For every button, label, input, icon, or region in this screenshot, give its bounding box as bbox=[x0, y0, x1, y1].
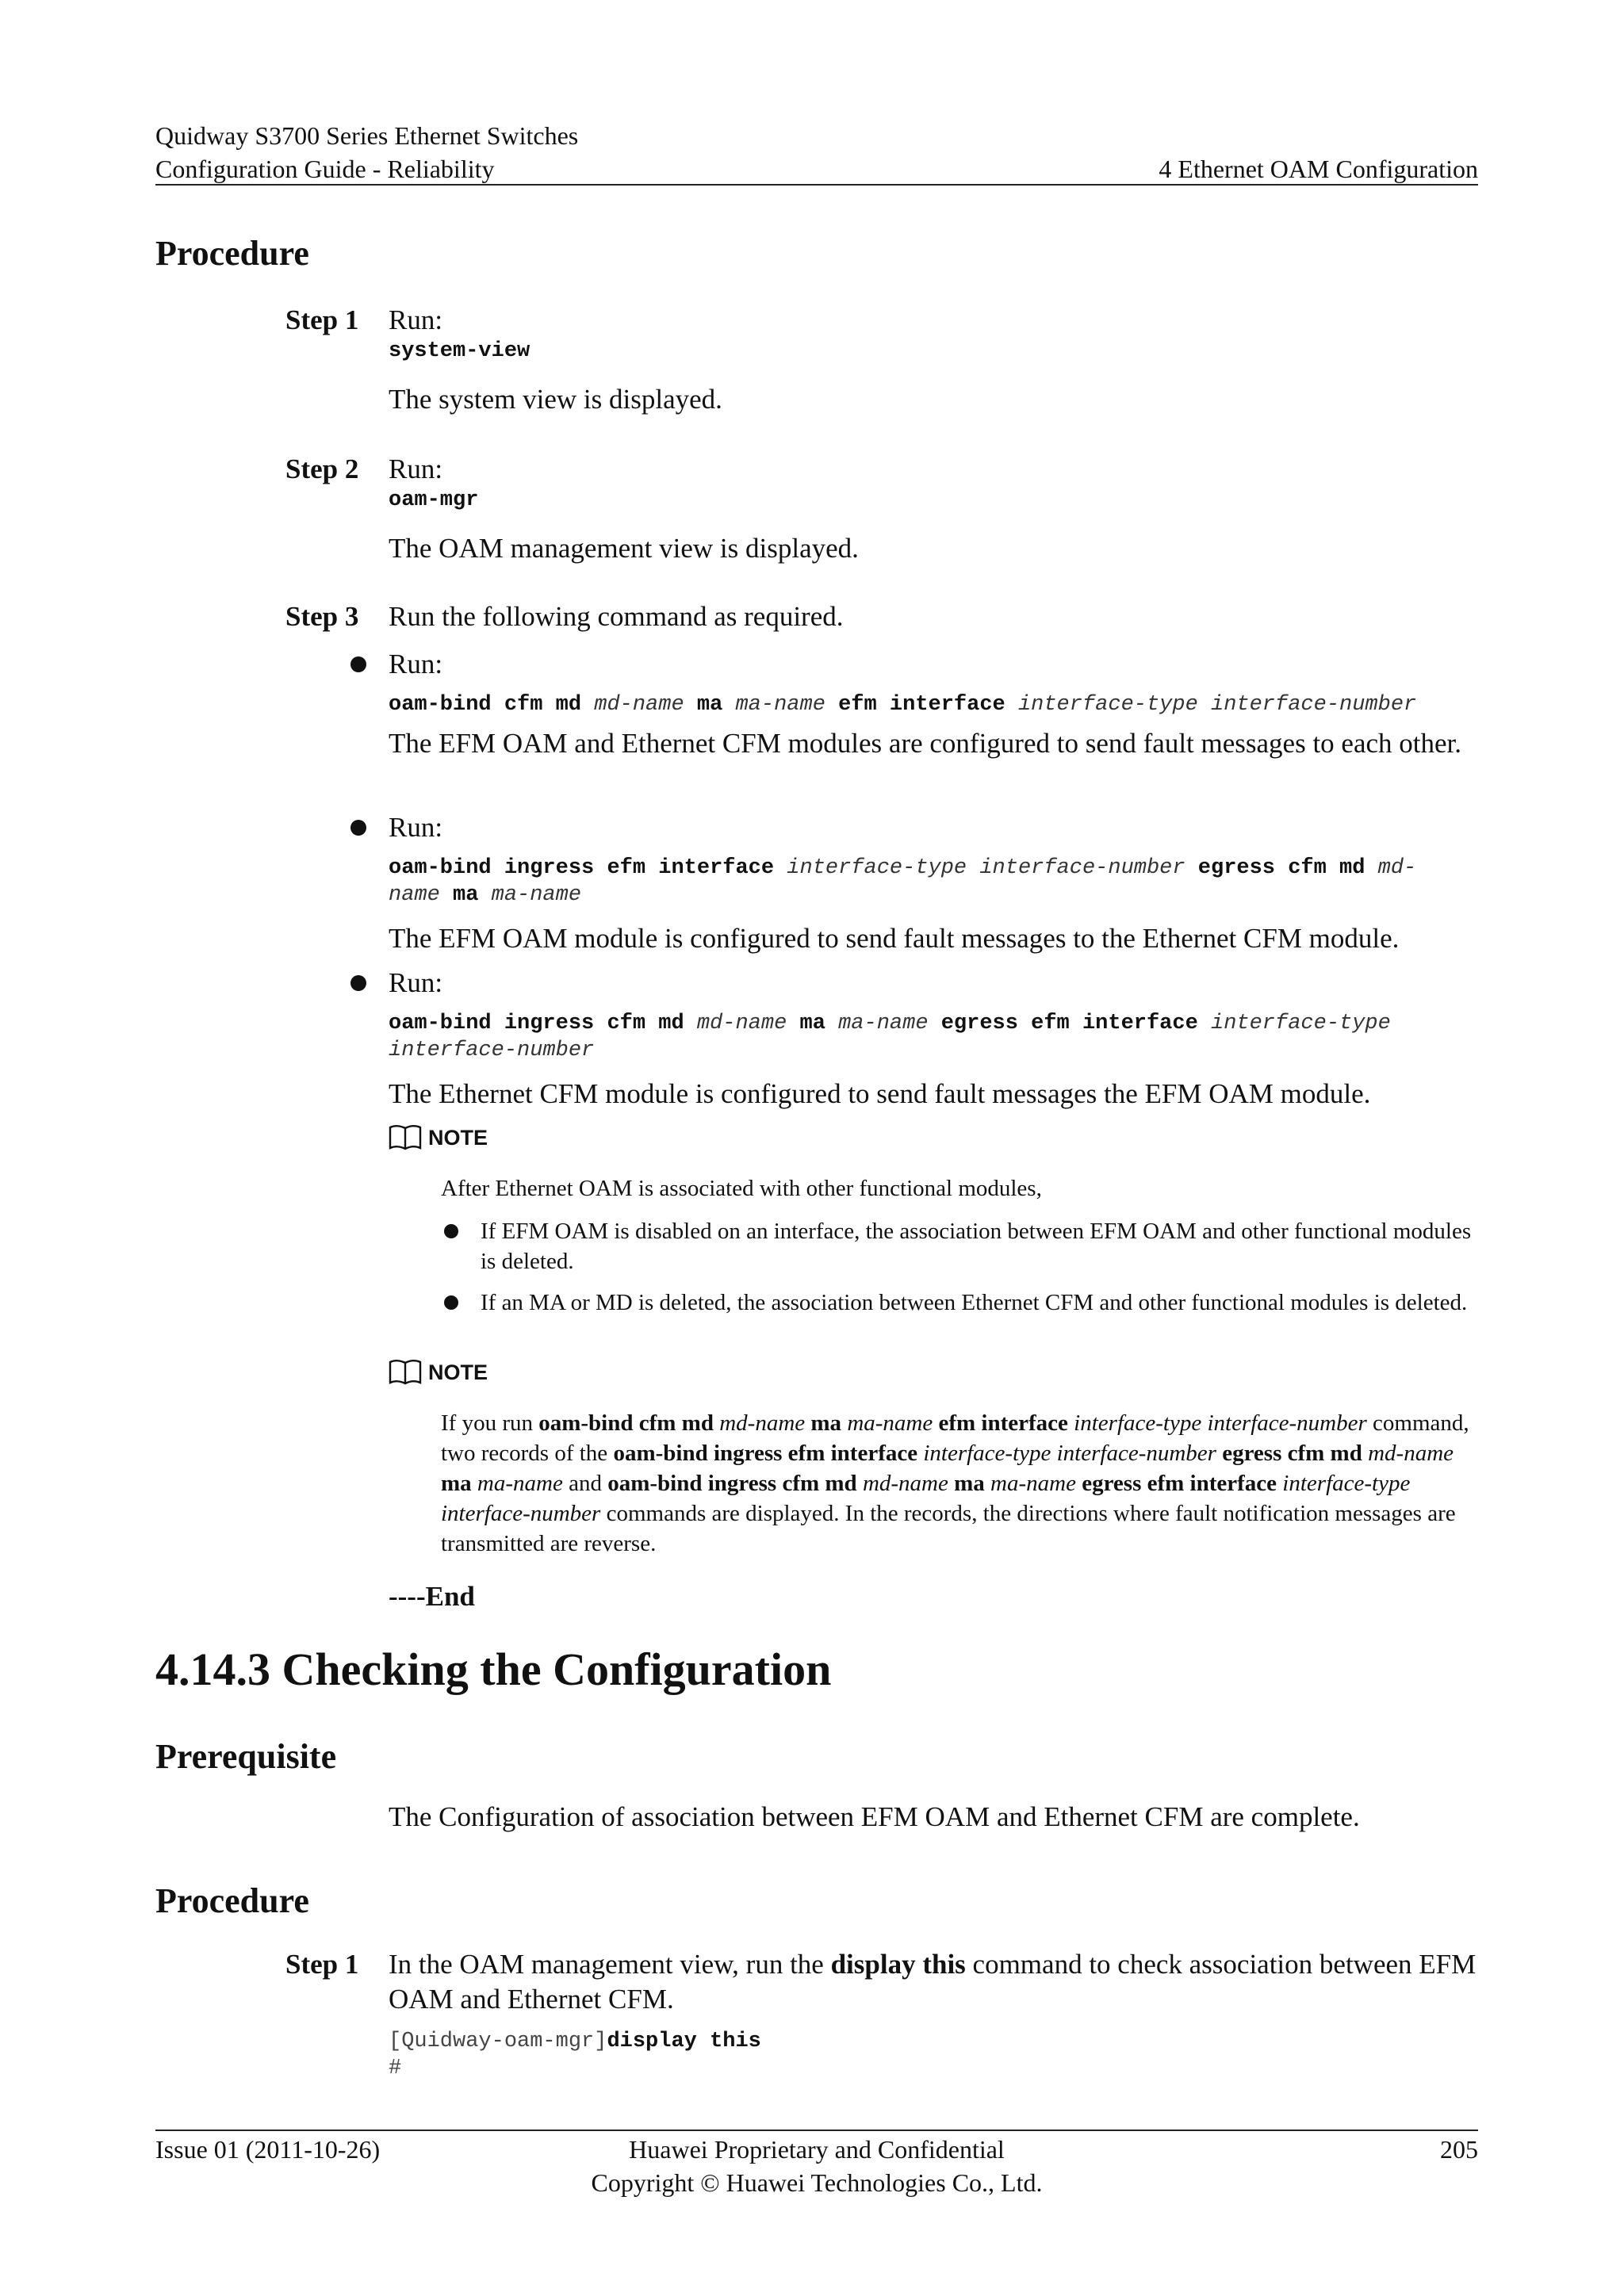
cmd-keyword: ingress bbox=[504, 1012, 595, 1035]
note-text-italic: md-name bbox=[862, 1471, 948, 1496]
footer-confidential bbox=[155, 2133, 1478, 2199]
cmd-parameter: interface-type bbox=[787, 856, 967, 880]
note-text-italic: ma-name bbox=[847, 1410, 933, 1436]
cmd-parameter: interface-type bbox=[1211, 1012, 1391, 1035]
option-1-description: The EFM OAM and Ethernet CFM modules are configured to send fault messages to each other. bbox=[389, 728, 1462, 759]
step-2-description: The OAM management view is displayed. bbox=[389, 533, 859, 564]
note-text-bold: oam-bind ingress cfm md bbox=[607, 1471, 857, 1496]
cmd-keyword: egress bbox=[1197, 856, 1276, 880]
bullet-icon bbox=[444, 1295, 458, 1310]
note-text-italic: interface-type interface-number bbox=[923, 1441, 1216, 1466]
note-text-italic: interface-type interface-number bbox=[441, 1471, 1411, 1526]
step-1-command: system-view bbox=[389, 339, 530, 363]
note-text-bold: efm interface bbox=[938, 1410, 1068, 1436]
prerequisite-heading: Prerequisite bbox=[155, 1737, 337, 1776]
cli-command: display this bbox=[607, 2030, 761, 2053]
cmd-keyword: ma bbox=[696, 693, 723, 717]
note-text-bold: ma bbox=[954, 1471, 985, 1496]
cmd-parameter: md- bbox=[1377, 856, 1417, 880]
cmd-keyword: oam-bind bbox=[389, 856, 492, 880]
cmd-keyword: efm bbox=[607, 856, 646, 880]
cmd-keyword: interface bbox=[889, 693, 1005, 717]
cmd-keyword: cfm bbox=[504, 693, 543, 717]
note-1-item-1 bbox=[481, 1216, 1480, 1276]
cmd-keyword: efm bbox=[838, 693, 877, 717]
cmd-keyword: egress bbox=[940, 1012, 1018, 1035]
option-1-command bbox=[389, 691, 1483, 718]
cmd-parameter: md-name bbox=[594, 693, 684, 717]
cmd-keyword: cfm bbox=[1288, 856, 1327, 880]
cmd-keyword: oam-bind bbox=[389, 1012, 492, 1035]
note-text-bold: ma bbox=[810, 1410, 842, 1436]
note-text-bold: oam-bind cfm md bbox=[538, 1410, 714, 1436]
text-bold: display this bbox=[830, 1949, 966, 1980]
cmd-parameter: ma-name bbox=[735, 693, 825, 717]
cmd-keyword: md bbox=[1339, 856, 1365, 880]
note-2-label bbox=[389, 1359, 488, 1386]
cmd-keyword: ingress bbox=[504, 856, 595, 880]
cmd-keyword: efm bbox=[1031, 1012, 1070, 1035]
cmd-parameter: ma-name bbox=[838, 1012, 929, 1035]
step-3-option-1 bbox=[389, 647, 1483, 761]
note-text-italic: interface-type interface-number bbox=[1074, 1410, 1367, 1436]
note-1-item-2-text: If an MA or MD is deleted, the association between Ethernet CFM and other functional modules is deleted. bbox=[481, 1290, 1468, 1315]
note-1-label bbox=[389, 1124, 488, 1151]
header-product: Quidway S3700 Series Ethernet Switches bbox=[155, 121, 579, 150]
note-1-intro: After Ethernet OAM is associated with other functional modules, bbox=[441, 1176, 1042, 1201]
step-3-intro: Run the following command as required. bbox=[389, 601, 844, 632]
bullet-icon bbox=[444, 1224, 458, 1238]
cmd-keyword: md bbox=[658, 1012, 684, 1035]
option-2-run: Run: bbox=[389, 812, 443, 843]
note-1-title: NOTE bbox=[428, 1125, 488, 1150]
footer-line-1: Huawei Proprietary and Confidential bbox=[629, 2135, 1005, 2164]
option-3-run: Run: bbox=[389, 967, 443, 998]
step-1-description: The system view is displayed. bbox=[389, 384, 722, 415]
cmd-keyword: oam-bind bbox=[389, 693, 492, 717]
footer-line-2: Copyright © Huawei Technologies Co., Ltd. bbox=[591, 2168, 1043, 2197]
text-run: In the OAM management view, run the bbox=[389, 1949, 831, 1980]
header-divider bbox=[155, 184, 1478, 186]
bullet-icon bbox=[350, 820, 366, 836]
step-1-label: Step 1 bbox=[285, 304, 359, 335]
check-step-1-label: Step 1 bbox=[285, 1949, 359, 1980]
check-step-1-output: # bbox=[389, 2057, 402, 2080]
bullet-icon bbox=[350, 975, 366, 991]
option-2-description: The EFM OAM module is configured to send fault messages to the Ethernet CFM module. bbox=[389, 923, 1400, 954]
footer-page-number: 205 bbox=[1440, 2135, 1478, 2164]
note-2-title: NOTE bbox=[428, 1360, 488, 1384]
text-run: command to check association between EFM OAM and Ethernet CFM. bbox=[389, 1949, 1477, 2015]
note-text-bold: egress efm interface bbox=[1082, 1471, 1277, 1496]
cli-prompt: [Quidway-oam-mgr] bbox=[389, 2030, 607, 2053]
note-text-run: and bbox=[562, 1471, 608, 1496]
cmd-keyword: cfm bbox=[607, 1012, 646, 1035]
cmd-parameter: interface-number bbox=[389, 1039, 595, 1062]
header-guide: Configuration Guide - Reliability bbox=[155, 155, 495, 183]
cmd-parameter: interface-number bbox=[1211, 693, 1417, 717]
cmd-keyword: ma bbox=[799, 1012, 825, 1035]
note-text-italic: md-name bbox=[719, 1410, 806, 1436]
check-step-1-text bbox=[389, 1947, 1483, 2017]
note-text-run: commands are displayed. In the records, the directions where fault notification messages are transmitted are reverse. bbox=[441, 1501, 1456, 1556]
check-step-1-command bbox=[389, 2028, 1483, 2055]
cmd-keyword: ma bbox=[453, 883, 479, 907]
note-text-italic: ma-name bbox=[990, 1471, 1076, 1496]
procedure-end-marker: ----End bbox=[389, 1581, 475, 1612]
note-2-text bbox=[441, 1408, 1480, 1559]
note-text-run: If you run bbox=[441, 1410, 539, 1436]
cmd-parameter: md-name bbox=[696, 1012, 787, 1035]
section-title: 4.14.3 Checking the Configuration bbox=[155, 1644, 832, 1695]
prerequisite-text: The Configuration of association between EFM OAM and Ethernet CFM are complete. bbox=[389, 1801, 1360, 1832]
note-1-item-1-text: If EFM OAM is disabled on an interface, the association between EFM OAM and other functional modules is deleted. bbox=[481, 1219, 1472, 1274]
footer-issue: Issue 01 (2011-10-26) bbox=[155, 2135, 381, 2164]
step-3-option-3 bbox=[389, 966, 1483, 1112]
procedure-heading: Procedure bbox=[155, 234, 309, 273]
option-3-command bbox=[389, 1010, 1483, 1064]
cmd-parameter: name bbox=[389, 883, 440, 907]
note-text-italic: md-name bbox=[1368, 1441, 1454, 1466]
option-3-description: The Ethernet CFM module is configured to send fault messages the EFM OAM module. bbox=[389, 1078, 1371, 1109]
option-1-run: Run: bbox=[389, 649, 443, 679]
cmd-parameter: ma-name bbox=[491, 883, 582, 907]
note-text-bold: egress cfm md bbox=[1222, 1441, 1362, 1466]
step-2-run: Run: bbox=[389, 453, 443, 484]
note-text-bold: oam-bind ingress efm interface bbox=[613, 1441, 918, 1466]
step-3-label: Step 3 bbox=[285, 601, 359, 632]
cmd-parameter: interface-number bbox=[979, 856, 1185, 880]
option-2-command bbox=[389, 855, 1483, 909]
bullet-icon bbox=[350, 656, 366, 672]
book-icon bbox=[389, 1359, 422, 1386]
footer-divider bbox=[155, 2130, 1478, 2131]
cmd-keyword: interface bbox=[1082, 1012, 1198, 1035]
cmd-parameter: interface-type bbox=[1017, 693, 1198, 717]
note-text-italic: ma-name bbox=[477, 1471, 563, 1496]
cmd-keyword: interface bbox=[658, 856, 775, 880]
note-text-bold: ma bbox=[441, 1471, 472, 1496]
step-2-command: oam-mgr bbox=[389, 488, 479, 512]
step-3-option-2 bbox=[389, 810, 1483, 956]
step-2-label: Step 2 bbox=[285, 453, 359, 484]
cmd-keyword: md bbox=[555, 693, 582, 717]
book-icon bbox=[389, 1124, 422, 1151]
header-chapter: 4 Ethernet OAM Configuration bbox=[1159, 155, 1478, 183]
procedure-2-heading: Procedure bbox=[155, 1881, 309, 1920]
note-text-run: command, two records of the bbox=[441, 1410, 1469, 1466]
page-header bbox=[155, 119, 1478, 186]
step-1-run: Run: bbox=[389, 304, 443, 335]
note-1-item-2 bbox=[481, 1288, 1480, 1318]
